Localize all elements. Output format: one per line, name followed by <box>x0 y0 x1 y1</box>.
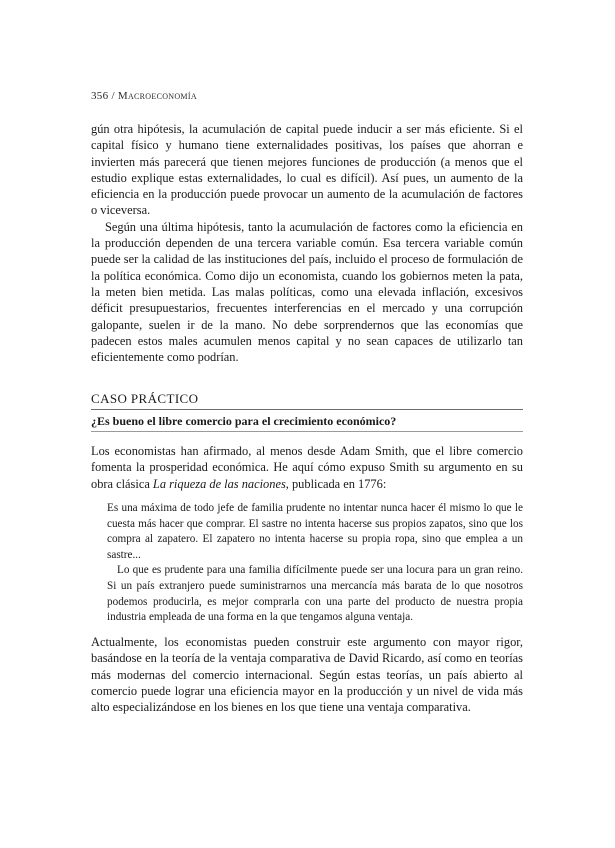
case-intro-after: , publicada en 1776: <box>285 476 387 491</box>
body-text <box>91 121 523 365</box>
case-intro-before: Los economistas han afirmado, al menos desde Adam Smith, que el libre comercio fomenta la prosperidad económica. He aquí cómo expuso Smith su argumento en su obra clásica <box>91 444 523 491</box>
book-title: Macroeconomía <box>117 90 197 102</box>
case-study-closing <box>91 634 523 715</box>
body-paragraph-2: Según una última hipótesis, tanto la acumulación de factores como la eficiencia en la producción dependen de una tercera variable común. Esa tercera variable común puede ser la calidad de las instituciones del país, incluido el proceso de formulación de la política económica. Como dijo un economista, cuando los gobiernos meten la pata, la meten bien metida. Las malas políticas, como una elevada inflación, excesivos déficit presupuestarios, frecuentes interferencias en el mercado y una corrupción galopante, suelen ir de la mano. No debe sorprendernos que las economías que padecen estos males acumulen menos capital y no sean capaces de utilizarlo tan eficientemente como podrían. <box>91 219 523 365</box>
running-head-separator: / <box>108 90 118 102</box>
closing-paragraph: Actualmente, los economistas pueden construir este argumento con mayor rigor, basándose en la teoría de la ventaja comparativa de David Ricardo, así como en teorías más modernas del comercio internacional. Según estas teorías, un país abierto al comercio puede lograr una eficiencia mayor en la producción y un nivel de vida más alto especializándose en los bienes en los que tiene una ventaja comparativa. <box>91 635 523 715</box>
quote-paragraph-2: Lo que es prudente para una familia difícilmente puede ser una locura para un gran reino. Si un país extranjero puede suministrarnos una mercancía más barata de lo que nosotros podemos producirla, es mejor comprarla con una parte del producto de nuestra propia industria empleada de una forma en la que tengamos alguna ventaja. <box>107 564 523 624</box>
case-study-question: ¿Es bueno el libre comercio para el crecimiento económico? <box>91 414 523 432</box>
quote-paragraph-1: Es una máxima de todo jefe de familia prudente no intentar nunca hacer él mismo lo que le cuesta más hacer que comprar. El sastre no intenta hacerse sus propios zapatos, sino que los compra al zapatero. El zapatero no intenta hacerse su propia ropa, sino que emplea a un sastre... <box>107 502 523 561</box>
case-study-label: CASO PRÁCTICO <box>91 391 523 410</box>
running-head <box>91 90 197 102</box>
page-number: 356 <box>91 90 109 102</box>
case-study-intro <box>91 443 523 492</box>
case-intro-book-title: La riqueza de las naciones <box>152 476 286 491</box>
block-quote <box>107 501 523 626</box>
case-study-header <box>91 391 523 432</box>
body-paragraph-1: gún otra hipótesis, la acumulación de capital puede inducir a ser más eficiente. Si el capital físico y humano tiene externalidades positivas, los países que ahorran e invierten más parecerá que tienen mejores funciones de producción (a menos que el estudio explique estas externalidades, lo cual es difícil). Así pues, un aumento de la eficiencia en la producción puede provocar un aumento de la acumulación de factores o viceversa. <box>91 122 523 218</box>
case-intro-paragraph <box>91 443 523 492</box>
